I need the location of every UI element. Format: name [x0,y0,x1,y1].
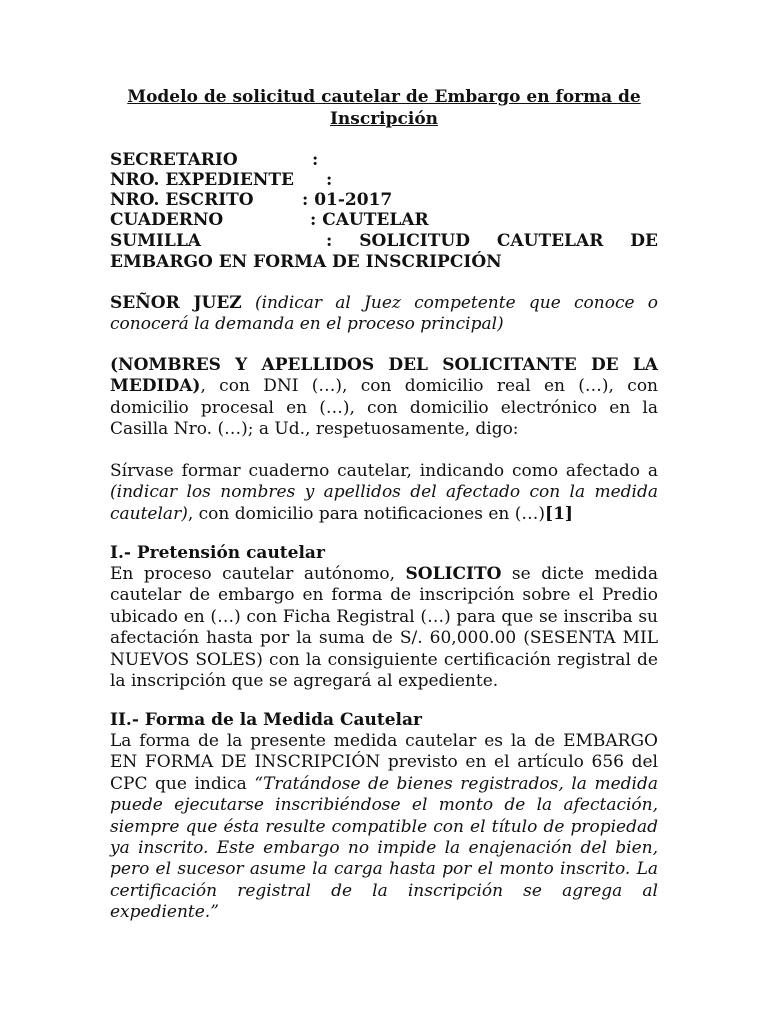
header-expediente [110,170,332,190]
expediente-label: NRO. EXPEDIENTE [110,170,295,190]
section-1-heading: I.- Pretensión cautelar [110,543,325,563]
section-2-quote: “Tratándose de bienes registrados, la medida puede ejecutarse inscribiéndose el monto de la afectación, siempre que ésta resulte compatible con el título de propiedad ya inscrito. Este embargo no impide la enajenación del bien, pero el sucesor asume la carga hasta por el monto inscrito. La certificación registral de la inscripción se agrega al expediente.” [110,773,659,923]
expediente-sep: : [326,170,333,190]
section-2-text-1: La forma de la presente medida cautelar es la de EMBARGO EN FORMA DE INSCRIPCIÓN previsto en el artículo 656 del CPC que indica [110,731,658,794]
header-secretario [110,150,318,170]
request-text-1: Sírvase formar cuaderno cautelar, indicando como afectado a [110,461,658,481]
salutation-italic: (indicar al Juez competente que conoce o conocerá la demanda en el proceso principal) [110,293,658,335]
header-sumilla [110,231,658,251]
request-italic: (indicar los nombres y apellidos del afectado con la medida cautelar) [110,482,658,524]
section-2-paragraph [110,731,658,924]
salutation [110,293,658,336]
secretario-sep: : [312,150,319,170]
footnote-link[interactable]: [1] [545,503,573,524]
section-1-paragraph [110,564,658,692]
title-line-1: Modelo de solicitud cautelar de Embargo en forma de [127,87,641,107]
applicant-paragraph [110,355,658,441]
applicant-text: , con DNI (…), con domicilio real en (…), con domicilio procesal en (…), con domicilio electrónico en la Casilla Nro. (…); a Ud., respetuosamente, digo: [110,376,658,440]
cuaderno-label: CUADERNO [110,210,224,230]
section-2-heading: II.- Forma de la Medida Cautelar [110,710,422,730]
section-1-text-1: En proceso cautelar autónomo, [110,564,406,584]
title-line-2: Inscripción [329,109,439,129]
salutation-bold: SEÑOR JUEZ [110,293,242,313]
secretario-label: SECRETARIO [110,150,238,170]
applicant-name-placeholder: (NOMBRES Y APELLIDOS DEL SOLICITANTE DE LA MEDIDA) [110,355,658,397]
escrito-label: NRO. ESCRITO [110,190,254,210]
sumilla-label: SUMILLA [110,231,201,251]
header-cuaderno [110,210,429,230]
cuaderno-value: : CAUTELAR [310,210,429,230]
document-title [100,86,668,130]
sumilla-value: : SOLICITUD CAUTELAR DE [326,231,658,251]
header-escrito [110,190,392,210]
sumilla-value-line-2: EMBARGO EN FORMA DE INSCRIPCIÓN [110,252,502,272]
request-text-2: , con domicilio para notificaciones en (…) [187,503,546,524]
request-paragraph [110,461,658,525]
escrito-value: : 01-2017 [302,190,393,210]
section-1-text-2: se dicte medida cautelar de embargo en forma de inscripción sobre el Predio ubicado en (…) con Ficha Registral (…) para que se inscriba su afectación hasta por la suma de S/. 60,000.00 (SESENTA MIL NUEVOS SOLES) con la consiguiente certificación registral de la inscripción que se agregará al expediente. [110,564,658,692]
section-1-bold: SOLICITO [405,564,502,584]
